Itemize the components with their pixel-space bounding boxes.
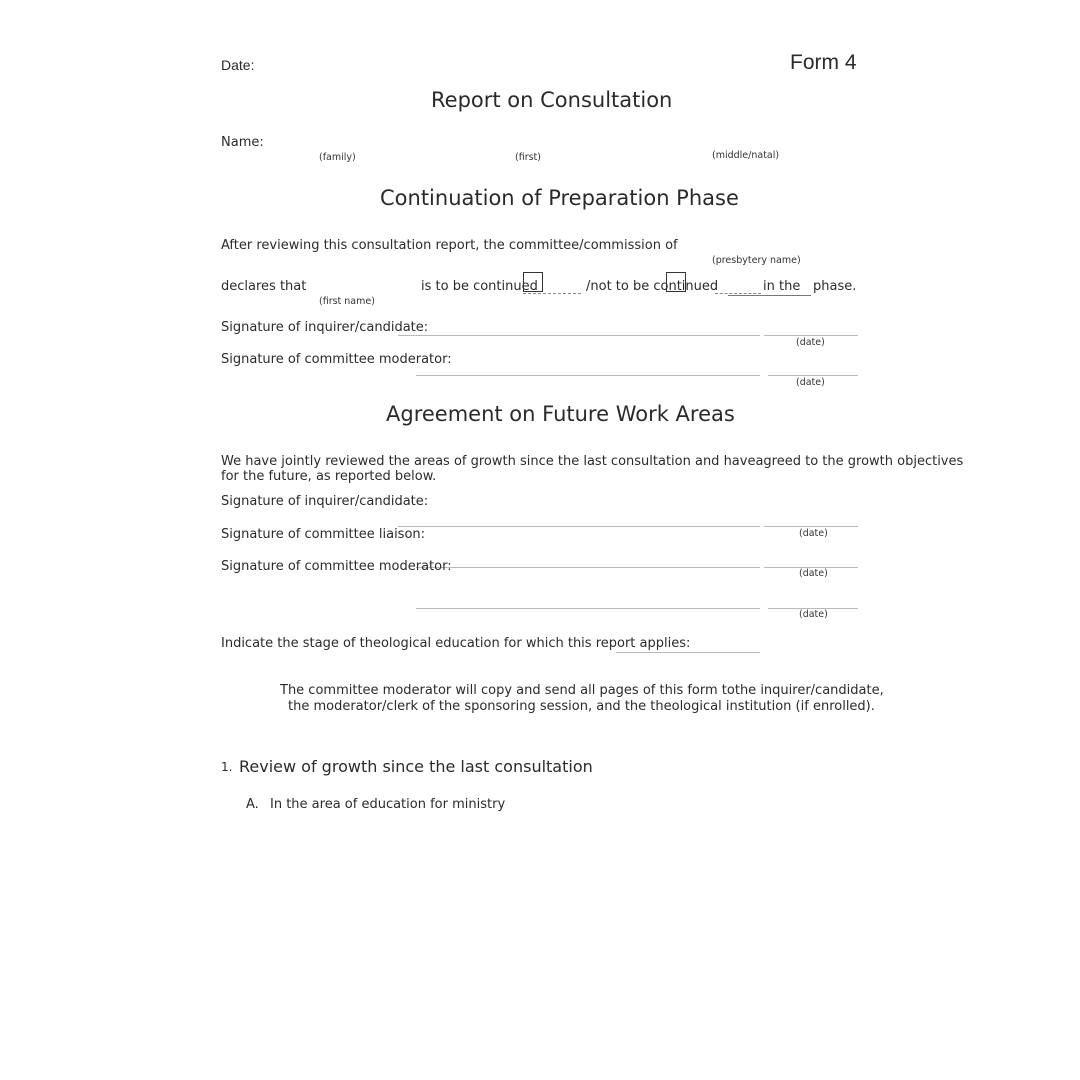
continued-blank: [523, 293, 581, 294]
note-line2: the moderator/clerk of the sponsoring session, and the theological institution (if enrolled).: [288, 699, 875, 714]
continued-checkbox[interactable]: [523, 272, 543, 292]
date-label: Date:: [221, 57, 255, 73]
sig-inquirer-label: Signature of inquirer/candidate:: [221, 320, 429, 335]
not-continued-label: /not to be continued: [586, 279, 719, 294]
sig-inquirer-field[interactable]: [398, 335, 760, 336]
date-caption: (date): [796, 377, 825, 388]
date-caption: (date): [799, 609, 828, 620]
continuation-intro: After reviewing this consultation report, the committee/commission of: [221, 238, 678, 253]
not-continued-blank: [715, 293, 761, 294]
agreement-sig-liaison-label: Signature of committee liaison:: [221, 527, 426, 542]
agreement-sig-inquirer-field[interactable]: [398, 526, 760, 527]
agreement-sig-moderator-label: Signature of committee moderator:: [221, 559, 452, 574]
presbytery-caption: (presbytery name): [712, 255, 801, 266]
date-caption: (date): [799, 528, 828, 539]
agreement-paragraph-line2: for the future, as reported below.: [221, 469, 437, 484]
sig-moderator-field[interactable]: [416, 375, 760, 376]
sig-moderator-date-field[interactable]: [768, 375, 858, 376]
continuation-heading: Continuation of Preparation Phase: [380, 186, 739, 210]
continued-label: is to be continued: [421, 279, 538, 294]
review-item-letter: A.: [246, 797, 259, 812]
agreement-sig-liaison-field[interactable]: [416, 567, 760, 568]
date-caption: (date): [799, 568, 828, 579]
stage-label: Indicate the stage of theological education for which this report applies:: [221, 636, 691, 651]
review-item-text: In the area of education for ministry: [270, 797, 506, 812]
agreement-heading: Agreement on Future Work Areas: [386, 402, 735, 426]
stage-field[interactable]: [616, 652, 760, 653]
review-number: 1.: [221, 760, 233, 774]
agreement-sig-inquirer-label: Signature of inquirer/candidate:: [221, 494, 429, 509]
in-the-label: in the: [763, 279, 801, 294]
form-number: Form 4: [790, 51, 857, 74]
agreement-sig-inquirer-date-field[interactable]: [764, 526, 858, 527]
phase-label: phase.: [813, 279, 857, 294]
declares-label: declares that: [221, 279, 307, 294]
first-name-caption: (first name): [319, 296, 375, 307]
first-caption: (first): [515, 152, 541, 163]
sig-moderator-label: Signature of committee moderator:: [221, 352, 452, 367]
name-label: Name:: [221, 135, 264, 150]
page-title: Report on Consultation: [431, 88, 673, 112]
agreement-sig-moderator-field[interactable]: [416, 608, 760, 609]
sig-inquirer-date-field[interactable]: [764, 335, 858, 336]
middle-caption: (middle/natal): [712, 150, 780, 161]
review-heading: Review of growth since the last consultation: [239, 757, 593, 776]
agreement-paragraph-line1: We have jointly reviewed the areas of growth since the last consultation and haveagreed to the growth objectives: [221, 454, 964, 469]
note-line1: The committee moderator will copy and send all pages of this form tothe inquirer/candidate,: [280, 683, 884, 698]
not-continued-checkbox[interactable]: [666, 272, 686, 292]
family-caption: (family): [319, 152, 356, 163]
phase-field[interactable]: [728, 295, 811, 296]
date-caption: (date): [796, 337, 825, 348]
